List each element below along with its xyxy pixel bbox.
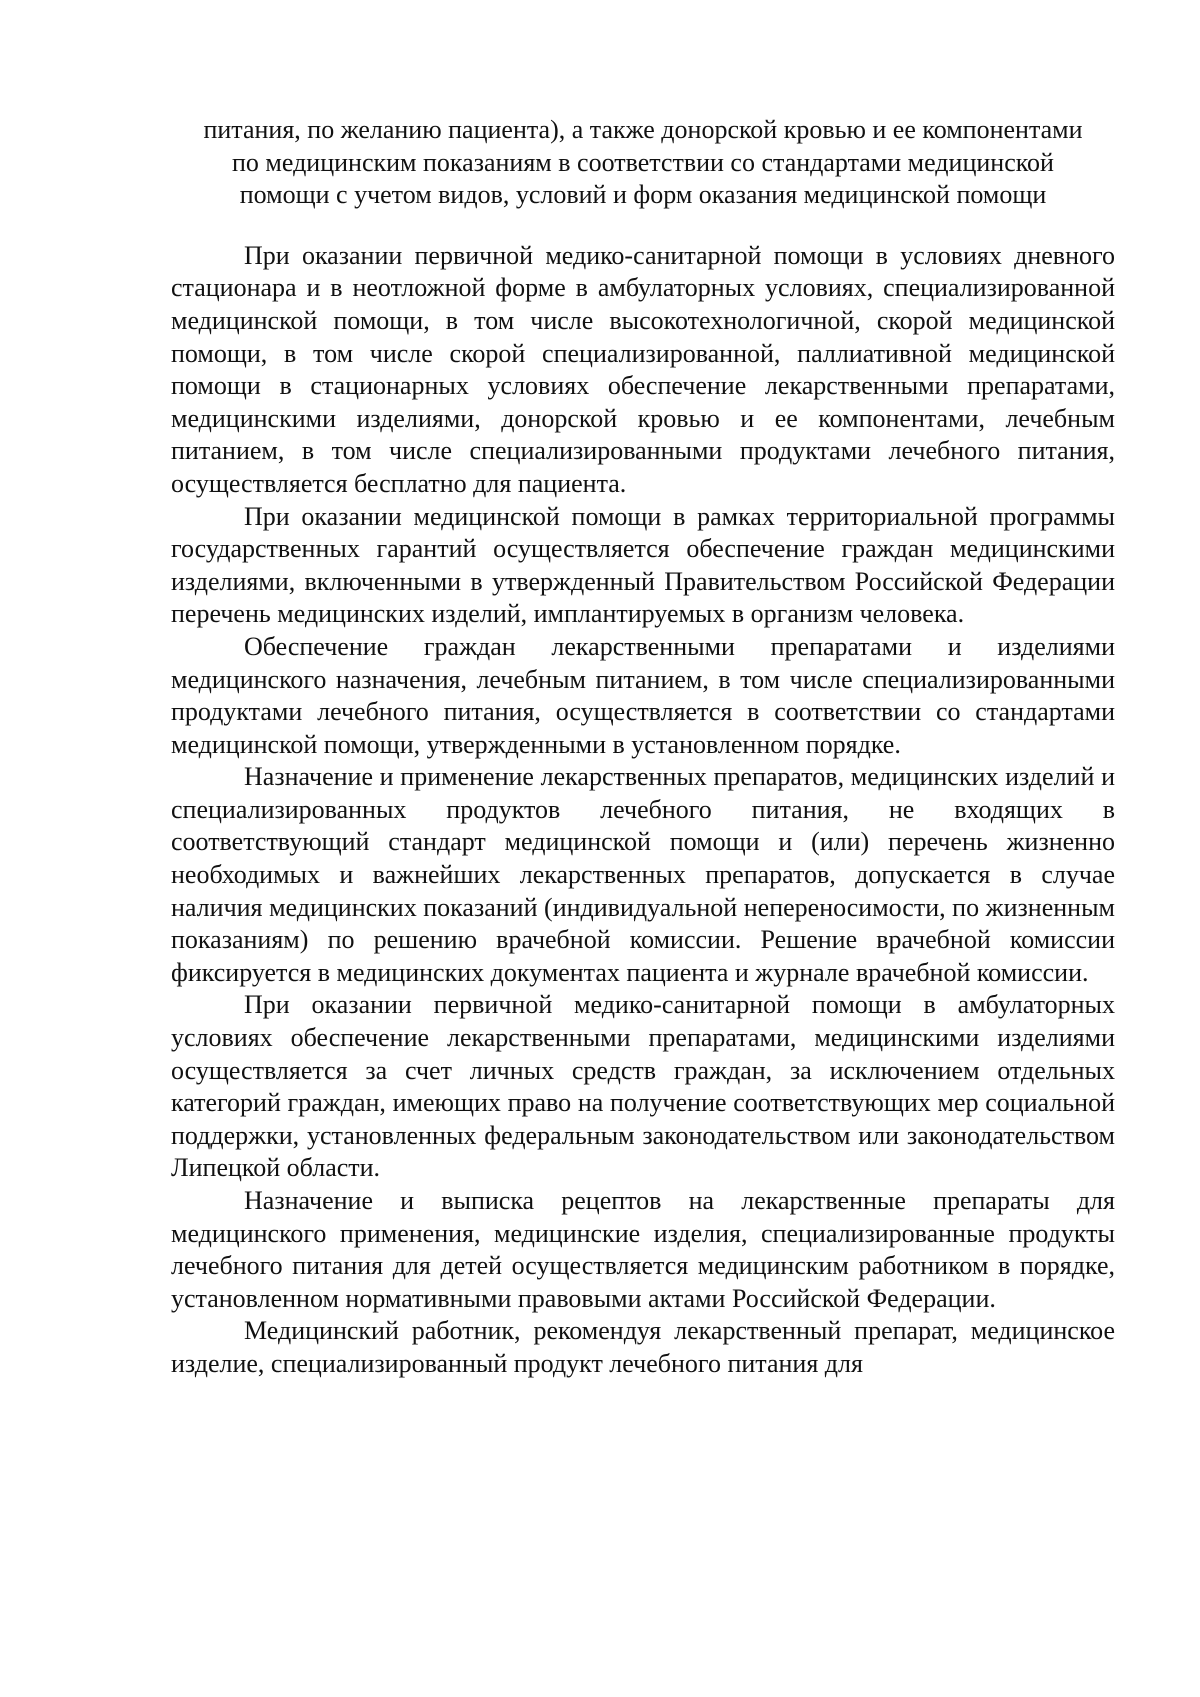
document-body — [171, 114, 1115, 1381]
paragraph-outpatient-provision: При оказании первичной медико-санитарной помощи в амбулаторных условиях обеспечение лекарственными препаратами, медицинскими изделиями осуществляется за счет личных средств граждан, за исключением отдельных категорий граждан, имеющих право на получение соответствующих мер социальной поддержки, установленных федеральным законодательством или законодательством Липецкой области. — [171, 990, 1115, 1183]
paragraph-prescriptions-children: Назначение и выписка рецептов на лекарственные препараты для медицинского применения, медицинские изделия, специализированные продукты лечебного питания для детей осуществляется медицинским работником в порядке, установленном нормативными правовыми актами Российской Федерации. — [171, 1186, 1115, 1313]
paragraph-implantable-devices: При оказании медицинской помощи в рамках территориальной программы государственных гарантий осуществляется обеспечение граждан медицинскими изделиями, включенными в утвержденный Правительством Российской Федерации перечень медицинских изделий, имплантируемых в организм человека. — [171, 501, 1115, 629]
paragraph-free-provision: При оказании первичной медико-санитарной помощи в условиях дневного стационара и в неотложной форме в амбулаторных условиях, специализированной медицинской помощи, в том числе высокотехнологичной, скорой медицинской помощи, в том числе скорой специализированной, паллиативной медицинской помощи в стационарных условиях обеспечение лекарственными препаратами, медицинскими изделиями, донорской кровью и ее компонентами, лечебным питанием, в том числе специализированными продуктами лечебного питания, осуществляется бесплатно для пациента. — [171, 240, 1115, 498]
paragraph-standards-provision: Обеспечение граждан лекарственными препаратами и изделиями медицинского назначения, лечебным питанием, в том числе специализированными продуктами лечебного питания, осуществляется в соответствии со стандартами медицинской помощи, утвержденными в установленном порядке. — [171, 631, 1115, 759]
paragraph-medical-commission: Назначение и применение лекарственных препаратов, медицинских изделий и специализированных продуктов лечебного питания, не входящих в соответствующий стандарт медицинской помощи и (или) перечень жизненно необходимых и важнейших лекарственных препаратов, допускается в случае наличия медицинских показаний (индивидуальной непереносимости, по жизненным показаниям) по решению врачебной комиссии. Решение врачебной комиссии фиксируется в медицинских документах пациента и журнале врачебной комиссии. — [171, 762, 1115, 987]
section-heading: питания, по желанию пациента), а также донорской кровью и ее компонентами по медицинским показаниям в соответствии со стандартами медицинской помощи с учетом видов, условий и форм оказания медицинской помощи — [203, 115, 1083, 210]
paragraph-medical-worker: Медицинский работник, рекомендуя лекарственный препарат, медицинское изделие, специализированный продукт лечебного питания для — [171, 1316, 1115, 1378]
